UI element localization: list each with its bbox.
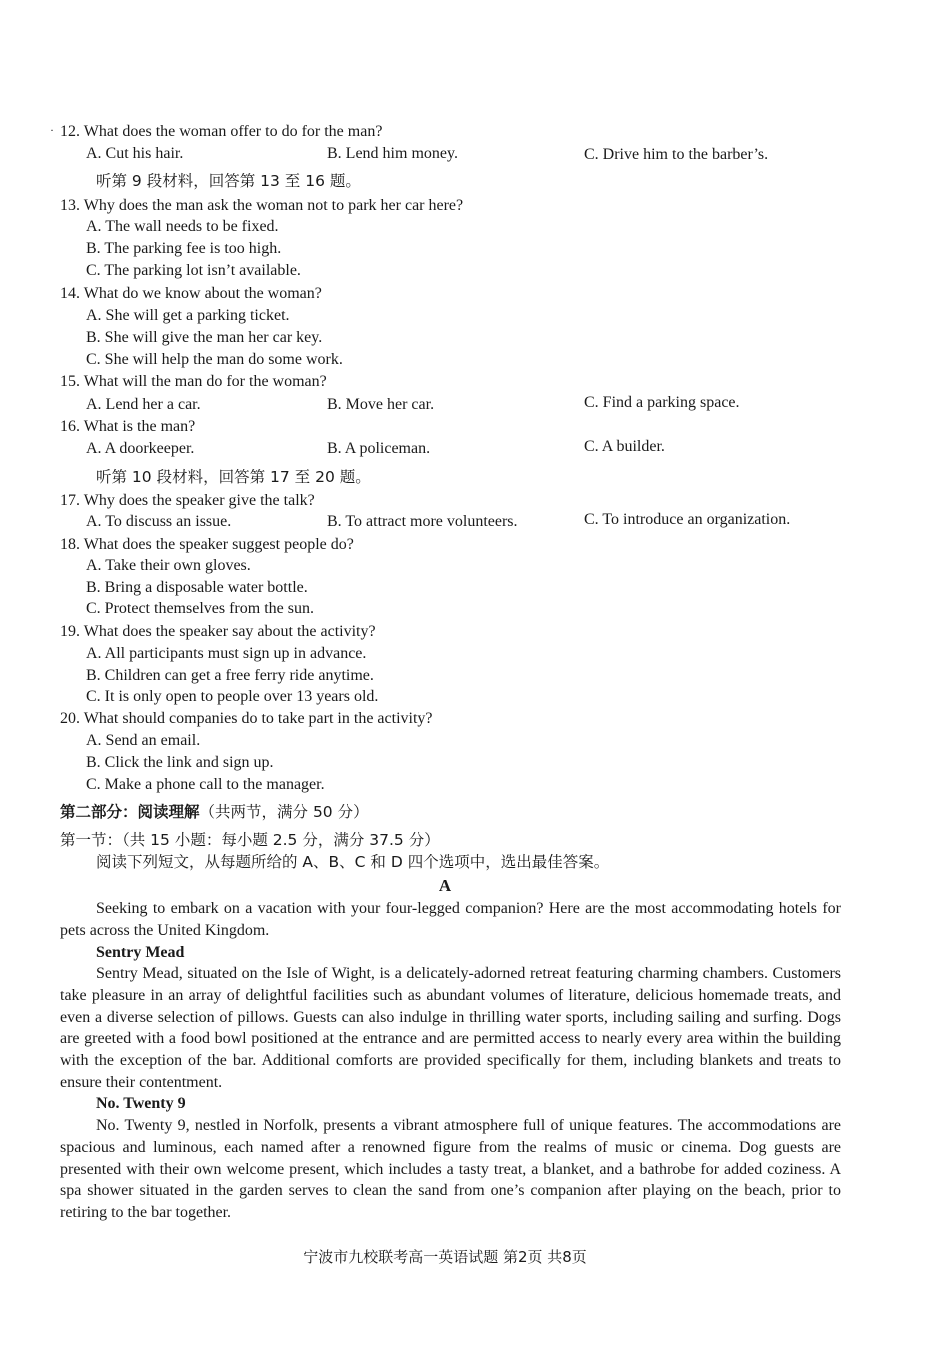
question-19-option-c: C. It is only open to people over 13 years old. — [86, 688, 379, 705]
question-15-stem: 15. What will the man do for the woman? — [60, 373, 327, 390]
question-17-option-b: B. To attract more volunteers. — [327, 513, 518, 530]
question-19-option-b: B. Children can get a free ferry ride anytime. — [86, 667, 374, 684]
question-16-option-a: A. A doorkeeper. — [86, 440, 195, 457]
section-1-heading: 第一节：（共 15 小题：每小题 2.5 分，满分 37.5 分） — [60, 831, 440, 849]
question-17-option-c: C. To introduce an organization. — [584, 511, 791, 528]
question-17-option-a: A. To discuss an issue. — [86, 513, 232, 530]
question-18-option-a: A. Take their own gloves. — [86, 557, 251, 574]
part-2-note: （共两节，满分 50 分） — [199, 803, 369, 821]
question-15-option-c: C. Find a parking space. — [584, 394, 740, 411]
question-14-option-a: A. She will get a parking ticket. — [86, 307, 290, 324]
hotel-heading-no-twenty-9: No. Twenty 9 — [96, 1095, 186, 1112]
question-18-option-c: C. Protect themselves from the sun. — [86, 600, 314, 617]
question-15-option-b: B. Move her car. — [327, 396, 435, 413]
listening-instruction-10: 听第 10 段材料，回答第 17 至 20 题。 — [96, 468, 371, 486]
passage-label: A — [438, 876, 452, 895]
question-20-option-c: C. Make a phone call to the manager. — [86, 776, 325, 793]
question-20-option-b: B. Click the link and sign up. — [86, 754, 274, 771]
question-13-stem: 13. Why does the man ask the woman not to park her car here? — [60, 197, 464, 214]
margin-mark: · — [50, 123, 54, 137]
question-19-stem: 19. What does the speaker say about the activity? — [60, 623, 376, 640]
question-14-option-c: C. She will help the man do some work. — [86, 351, 343, 368]
question-18-stem: 18. What does the speaker suggest people do? — [60, 536, 354, 553]
question-12-option-a: A. Cut his hair. — [86, 145, 184, 162]
reading-instruction: 阅读下列短文，从每题所给的 A、B、C 和 D 四个选项中，选出最佳答案。 — [96, 853, 610, 871]
question-20-stem: 20. What should companies do to take part in the activity? — [60, 710, 433, 727]
question-16-stem: 16. What is the man? — [60, 418, 196, 435]
question-13-option-a: A. The wall needs to be fixed. — [86, 218, 279, 235]
question-20-option-a: A. Send an email. — [86, 732, 201, 749]
part-2-title: 第二部分：阅读理解 — [60, 803, 200, 821]
hotel-paragraph-no-twenty-9: No. Twenty 9, nestled in Norfolk, presents a vibrant atmosphere full of unique features. The accommodations are spacious and luminous, each named after a renowned figure from the realms of music or cinema. Dog guests are presented with their own welcome present, which includes a tasty treat, a blanket, and a bathrobe for added coziness. A spa shower situated in the garden serves to clean the sand from one’s companion after playing on the beach, prior to retiring to the bar together. — [60, 1117, 841, 1222]
hotel-paragraph-sentry-mead: Sentry Mead, situated on the Isle of Wight, is a delicately-adorned retreat featuring charming chambers. Customers take pleasure in an array of delightful facilities such as abundant volumes of literature, delicious homemade treats, and even a diverse selection of pillows. Guests can also indulge in thrilling water sports, including sailing and surfing. Dogs are greeted with a food bowl positioned at the entrance and are permitted access to nearly every area within the building with the exception of the bar. Additional comforts are provided specifically for them, including blankets and treats to ensure their contentment. — [60, 965, 841, 1091]
question-14-option-b: B. She will give the man her car key. — [86, 329, 323, 346]
hotel-heading-sentry-mead: Sentry Mead — [96, 944, 185, 961]
question-16-option-b: B. A policeman. — [327, 440, 431, 457]
question-17-stem: 17. Why does the speaker give the talk? — [60, 492, 315, 509]
question-12-stem: 12. What does the woman offer to do for the man? — [60, 123, 383, 140]
question-13-option-c: C. The parking lot isn’t available. — [86, 262, 301, 279]
page-footer: 宁波市九校联考高一英语试题 第2页 共8页 — [303, 1248, 587, 1266]
question-16-option-c: C. A builder. — [584, 438, 665, 455]
question-12-option-c: C. Drive him to the barber’s. — [584, 146, 769, 163]
listening-instruction-9: 听第 9 段材料，回答第 13 至 16 题。 — [96, 172, 361, 190]
question-15-option-a: A. Lend her a car. — [86, 396, 201, 413]
question-14-stem: 14. What do we know about the woman? — [60, 285, 322, 302]
passage-intro: Seeking to embark on a vacation with your four-legged companion? Here are the most accommodating hotels for pets across the United Kingdom. — [60, 900, 841, 939]
question-19-option-a: A. All participants must sign up in advance. — [86, 645, 367, 662]
question-12-option-b: B. Lend him money. — [327, 145, 458, 162]
question-13-option-b: B. The parking fee is too high. — [86, 240, 282, 257]
part-2-heading — [60, 801, 369, 823]
question-18-option-b: B. Bring a disposable water bottle. — [86, 579, 308, 596]
